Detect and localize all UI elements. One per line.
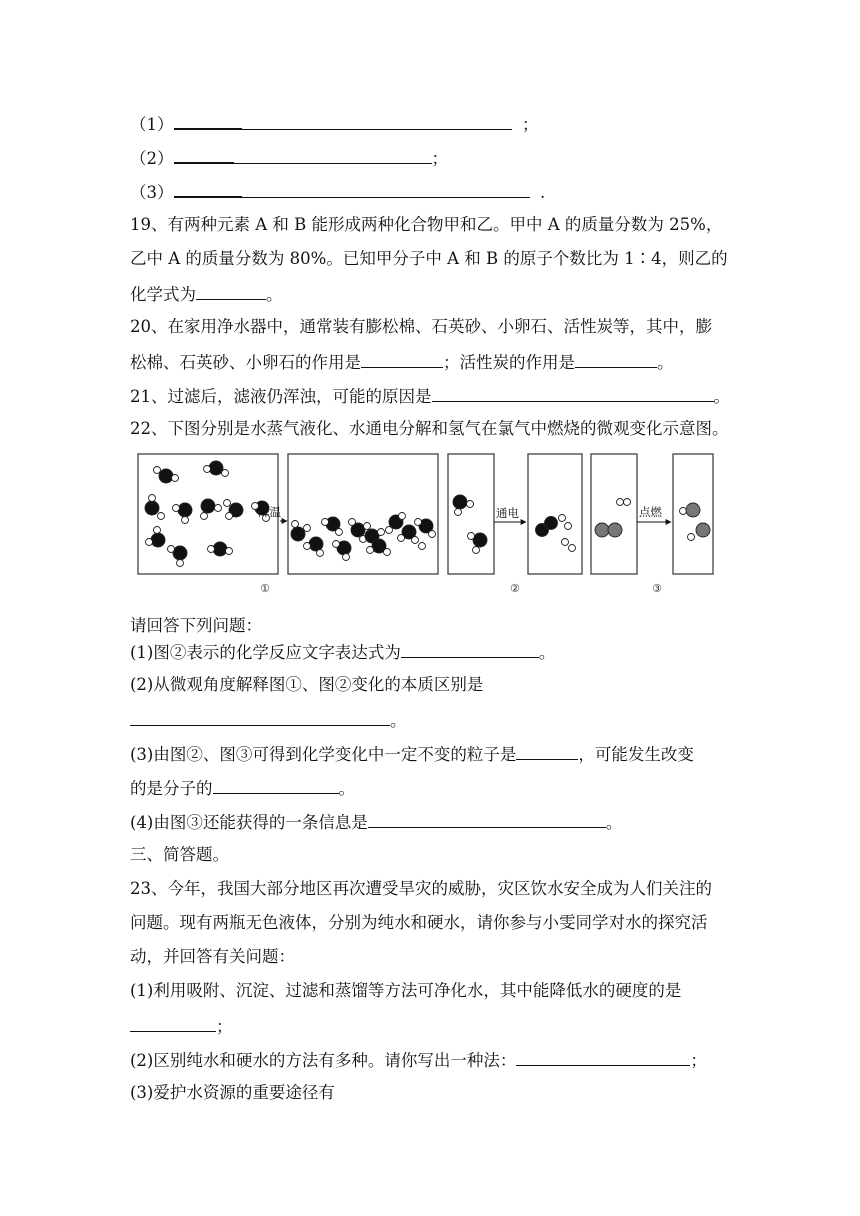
q19-line-1: 19、有两种元素 A 和 B 能形成两种化合物甲和乙。甲中 A 的质量分数为 25%， <box>130 215 723 234</box>
q23-part-2 <box>130 1047 707 1073</box>
answer-blank[interactable] <box>174 110 242 130</box>
q20-blank-1[interactable] <box>361 349 443 368</box>
q20-line-1: 20、在家用净水器中，通常装有膨松棉、石英砂、小卵石、活性炭等，其中，膨 <box>130 317 712 336</box>
q22-p3b-end: 。 <box>338 779 355 798</box>
q22-p1-blank[interactable] <box>401 639 539 658</box>
q22-p4-end: 。 <box>605 813 623 832</box>
q23-p1-blank[interactable] <box>130 1013 216 1032</box>
cooling-label: 降温 <box>258 505 281 519</box>
q23-line-1: 23、今年，我国大部分地区再次遭受旱灾的威胁，灾区饮水安全成为人们关注的 <box>130 879 712 898</box>
q22-part-3b <box>130 775 355 801</box>
answer-blank[interactable] <box>234 145 432 164</box>
q21-line <box>130 383 730 409</box>
q19-text: 化学式为 <box>130 285 196 304</box>
q20-blank-2[interactable] <box>575 349 657 368</box>
q22-p3b-text: 的是分子的 <box>130 779 213 798</box>
answer-blank[interactable] <box>242 179 530 198</box>
q19-blank[interactable] <box>196 281 266 300</box>
q23-p1-end: ； <box>216 1017 233 1036</box>
combustion-after-box <box>673 454 713 574</box>
q22-p3-blank-1[interactable] <box>516 741 578 760</box>
q23-line-3: 动，并回答有关问题： <box>130 947 295 966</box>
electrolysis-before-box <box>448 454 494 574</box>
q21-end: 。 <box>713 387 730 406</box>
q22-part-4 <box>130 809 622 835</box>
q22-p2-blank[interactable] <box>130 707 390 726</box>
q22-part-2-answer <box>130 707 407 733</box>
caption-1: ① <box>260 582 270 595</box>
q21-text: 21、过滤后，滤液仍浑浊，可能的原因是 <box>130 387 432 406</box>
q20-end: 。 <box>657 353 674 372</box>
combustion-before-box <box>591 454 637 574</box>
q22-prompt: 请回答下列问题： <box>130 616 262 635</box>
q22-p1-end: 。 <box>538 643 556 662</box>
q20-text: 松棉、石英砂、小卵石的作用是 <box>130 353 361 372</box>
q22-part-2: (2)从微观角度解释图①、图②变化的本质区别是 <box>130 675 484 694</box>
answer-label: （3） <box>130 183 174 202</box>
q22-p4-text: (4)由图③还能获得的一条信息是 <box>130 813 368 832</box>
q18-answer-2 <box>130 144 448 171</box>
caption-2: ② <box>510 582 520 595</box>
q23-line-2: 问题。现有两瓶无色液体，分别为纯水和硬水，请你参与小雯同学对水的探究活 <box>130 913 708 932</box>
q22-p3-blank-2[interactable] <box>213 775 339 794</box>
vapor-box <box>138 454 278 574</box>
q21-blank[interactable] <box>432 383 714 402</box>
answer-tail: ； <box>522 115 539 134</box>
q22-intro: 22、下图分别是水蒸气液化、水通电分解和氢气在氯气中燃烧的微观变化示意图。 <box>130 419 729 438</box>
q23-p2-blank[interactable] <box>516 1047 690 1066</box>
ignite-label: 点燃 <box>639 505 662 519</box>
q19-end: 。 <box>266 285 283 304</box>
section-title: 三、简答题。 <box>130 845 229 864</box>
water-molecule <box>145 461 270 567</box>
answer-tail: . <box>540 183 546 202</box>
electric-label: 通电 <box>496 506 519 520</box>
q22-p3-text: (3)由图②、图③可得到化学变化中一定不变的粒子是 <box>130 745 517 764</box>
q23-part-3: (3)爱护水资源的重要途径有 <box>130 1083 335 1102</box>
q23-part-1-answer <box>130 1013 233 1039</box>
q22-p3-mid: ，可能发生改变 <box>578 745 694 764</box>
q23-part-1: (1)利用吸附、沉淀、过滤和蒸馏等方法可净化水，其中能降低水的硬度的是 <box>130 981 682 1000</box>
q22-p4-blank[interactable] <box>368 809 606 828</box>
q22-part-1 <box>130 639 555 665</box>
q23-p2-text: (2)区别纯水和硬水的方法有多种。请你写出一种法： <box>130 1051 517 1070</box>
answer-blank[interactable] <box>174 178 242 198</box>
answer-label: （1） <box>130 115 174 134</box>
answer-blank[interactable] <box>174 144 234 164</box>
molecular-change-diagram <box>130 446 730 606</box>
answer-tail: ； <box>431 149 448 168</box>
q20-line-2 <box>130 349 674 375</box>
q19-line-2: 乙中 A 的质量分数为 80%。已知甲分子中 A 和 B 的原子个数比为 1∶4，则乙的 <box>130 249 728 268</box>
q19-line-3 <box>130 281 283 307</box>
answer-blank[interactable] <box>242 111 512 130</box>
q18-answer-1 <box>130 110 539 137</box>
q22-p1-text: (1)图②表示的化学反应文字表达式为 <box>130 643 401 662</box>
q22-part-3 <box>130 741 694 767</box>
electrolysis-after-box <box>528 454 582 574</box>
q22-p2-end: 。 <box>390 711 407 730</box>
liquid-box <box>288 454 438 574</box>
q20-text-mid: ；活性炭的作用是 <box>443 353 575 372</box>
caption-3: ③ <box>652 582 662 595</box>
q18-answer-3 <box>130 178 545 205</box>
q23-p2-end: ； <box>690 1051 707 1070</box>
answer-label: （2） <box>130 149 174 168</box>
